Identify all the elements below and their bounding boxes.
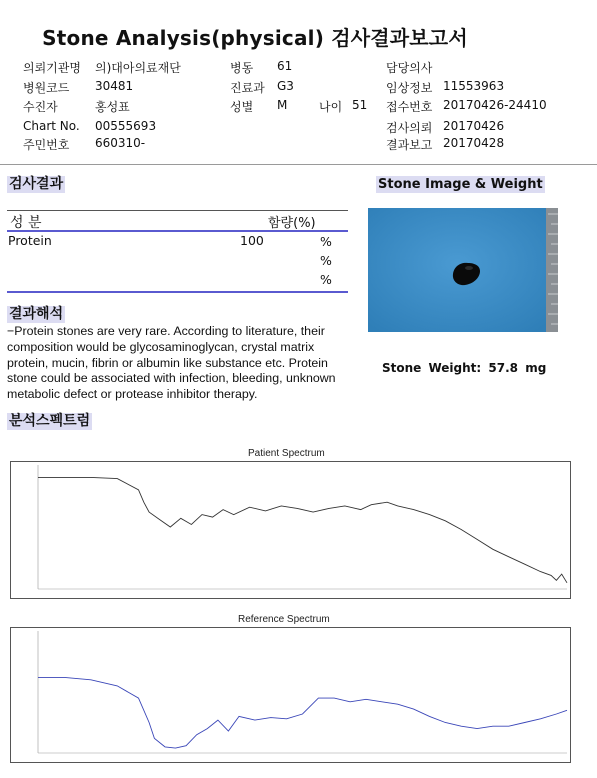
value-institution: 의)대아의료재단 xyxy=(95,61,181,75)
value-resident-no: 660310- xyxy=(95,136,146,150)
stone-weight xyxy=(382,361,546,375)
results-table-header-rule xyxy=(7,230,348,232)
patient-spectrum-chart xyxy=(10,461,571,599)
label-receipt-no: 접수번호 xyxy=(386,100,433,114)
value-request-date: 20170426 xyxy=(443,119,505,133)
patient-spectrum-frame xyxy=(11,462,571,599)
value-patient: 홍성표 xyxy=(95,100,130,114)
label-ward: 병동 xyxy=(230,61,254,75)
label-hospital-code: 병원코드 xyxy=(23,81,70,95)
value-department: G3 xyxy=(277,79,294,93)
value-chart-no: 00555693 xyxy=(95,119,157,133)
row-amount: 100 xyxy=(240,233,264,248)
value-hospital-code: 30481 xyxy=(95,79,134,93)
label-report-date: 결과보고 xyxy=(386,138,433,152)
value-sex: M xyxy=(277,98,288,112)
stone-weight-label: Stone Weight: xyxy=(382,361,482,375)
spectrum-heading: 분석스펙트럼 xyxy=(9,413,91,429)
results-table-top-rule xyxy=(7,210,348,211)
label-clinical-info: 임상정보 xyxy=(386,81,433,95)
interpretation-heading: 결과해석 xyxy=(9,306,64,322)
value-report-date: 20170428 xyxy=(443,136,505,150)
col-amount-header: 함량(%) xyxy=(268,216,316,231)
value-clinical-info: 11553963 xyxy=(443,79,505,93)
reference-spectrum-chart xyxy=(10,627,571,763)
row-unit: % xyxy=(320,234,332,249)
label-department: 진료과 xyxy=(230,81,265,95)
label-chart-no: Chart No. xyxy=(23,119,80,133)
results-table-bottom-rule xyxy=(7,291,348,293)
row-component: Protein xyxy=(8,233,52,248)
interpretation-text: −Protein stones are very rare. According to literature, their composition would be glycosaminoglycan, crystal matrix protein, mucin, fibrin or albumin like substance etc. Protein stone could be associated with infection, bleeding, unknown metabolic defect or protease inhibitor therapy. xyxy=(7,324,336,402)
header-divider xyxy=(0,164,597,165)
stone-heading: Stone Image & Weight xyxy=(378,177,543,192)
label-patient: 수진자 xyxy=(23,100,58,114)
value-receipt-no: 20170426-24410 xyxy=(443,98,547,112)
reference-spectrum-title: Reference Spectrum xyxy=(238,614,330,625)
label-request-date: 검사의뢰 xyxy=(386,121,433,135)
label-institution: 의뢰기관명 xyxy=(23,61,81,75)
patient-spectrum-title: Patient Spectrum xyxy=(248,448,325,459)
label-sex: 성별 xyxy=(230,100,254,114)
stone-weight-value: 57.8 xyxy=(488,361,519,375)
value-age: 51 xyxy=(352,98,368,112)
reference-spectrum-frame xyxy=(11,628,571,763)
row-unit: % xyxy=(320,272,332,287)
results-heading: 검사결과 xyxy=(9,176,64,192)
label-resident-no: 주민번호 xyxy=(23,138,70,152)
row-unit: % xyxy=(320,253,332,268)
stone-photo xyxy=(368,208,558,332)
label-age: 나이 xyxy=(319,100,343,114)
value-ward: 61 xyxy=(277,59,293,73)
col-component-header: 성 분 xyxy=(10,215,42,231)
label-doctor: 담당의사 xyxy=(386,61,433,75)
stone-weight-unit: mg xyxy=(525,361,547,375)
page-title: Stone Analysis(physical) 검사결과보고서 xyxy=(42,26,468,50)
